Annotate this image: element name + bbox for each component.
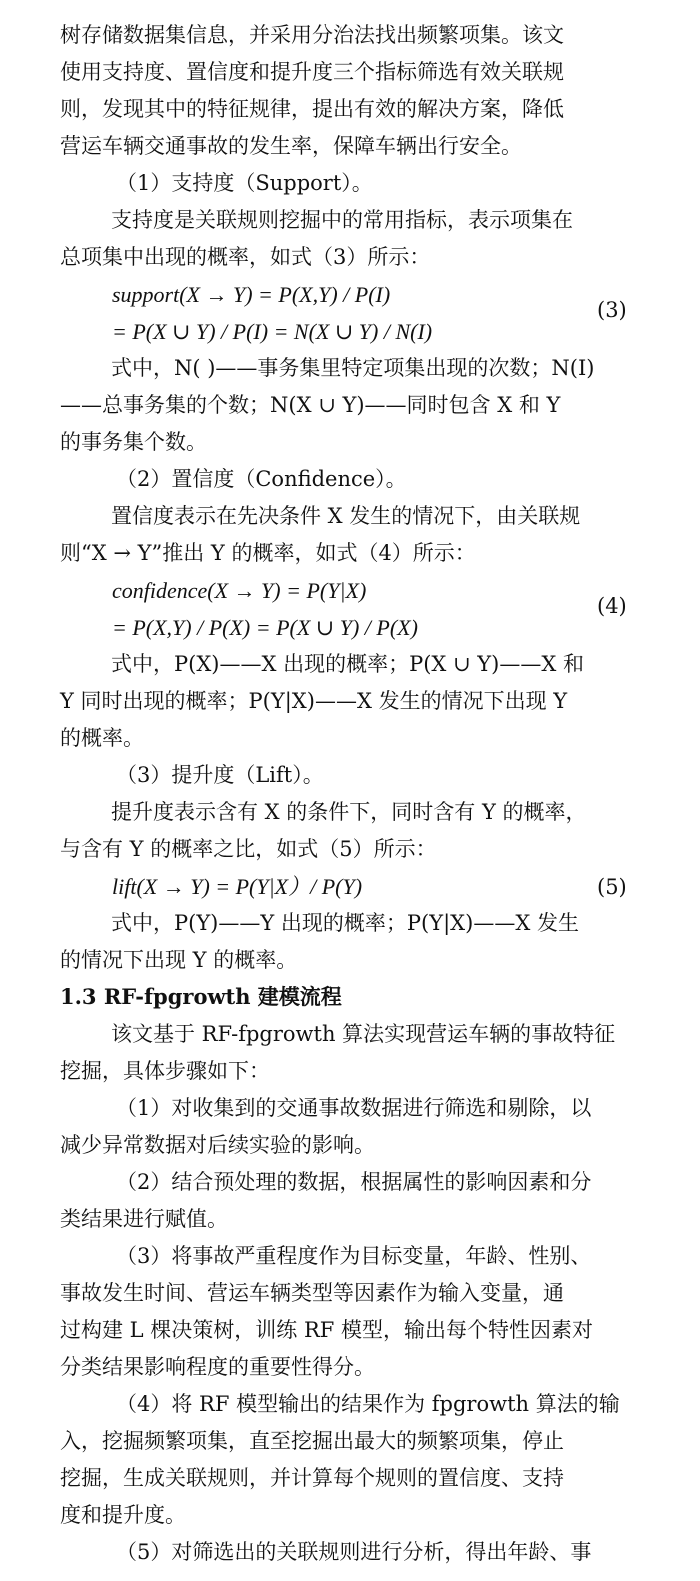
step-line: 入，挖掘频繁项集，直至挖掘出最大的频繁项集，停止 xyxy=(60,1429,564,1453)
support-formula-line: support(X → Y) = P(X,Y) / P(I) xyxy=(112,282,391,307)
step-line: 事故发生时间、营运车辆类型等因素作为输入变量，通 xyxy=(60,1281,564,1305)
confidence-formula-line: confidence(X → Y) = P(Y|X) xyxy=(112,578,367,603)
support-note-line: ——总事务集的个数；N(X ∪ Y)——同时包含 X 和 Y xyxy=(60,393,561,417)
confidence-note-line: Y 同时出现的概率；P(Y|X)——X 发生的情况下出现 Y xyxy=(60,689,568,713)
intro-line: 营运车辆交通事故的发生率，保障车辆出行安全。 xyxy=(60,134,522,158)
confidence-formula-line: = P(X,Y) / P(X) = P(X ∪ Y) / P(X) xyxy=(112,615,418,640)
section-heading: 1.3 RF-fpgrowth 建模流程 xyxy=(60,984,342,1009)
step-line: （4）将 RF 模型输出的结果作为 fpgrowth 算法的输 xyxy=(116,1392,620,1416)
support-desc-line: 支持度是关联规则挖掘中的常用指标，表示项集在 xyxy=(111,208,573,232)
step-line: （1）对收集到的交通事故数据进行筛选和剔除，以 xyxy=(116,1096,592,1120)
support-note-line: 的事务集个数。 xyxy=(60,430,207,454)
intro-line: 树存储数据集信息，并采用分治法找出频繁项集。该文 xyxy=(60,23,564,47)
equation-number: (5) xyxy=(597,875,627,899)
step-line: 类结果进行赋值。 xyxy=(60,1207,228,1231)
lift-formula-line: lift(X → Y) = P(Y|X）/ P(Y) xyxy=(112,874,363,899)
lift-note-line: 的情况下出现 Y 的概率。 xyxy=(60,948,298,972)
confidence-note-line: 的概率。 xyxy=(60,726,144,750)
equation-number: (4) xyxy=(597,594,627,618)
step-line: （5）对筛选出的关联规则进行分析，得出年龄、事 xyxy=(116,1540,592,1564)
lift-desc-line: 提升度表示含有 X 的条件下，同时含有 Y 的概率， xyxy=(111,800,587,824)
support-formula-line: = P(X ∪ Y) / P(I) = N(X ∪ Y) / N(I) xyxy=(112,319,433,344)
confidence-desc-line: 则“X → Y”推出 Y 的概率，如式（4）所示： xyxy=(60,541,476,565)
confidence-note-line: 式中，P(X)——X 出现的概率；P(X ∪ Y)——X 和 xyxy=(111,652,584,676)
step-line: 挖掘，生成关联规则，并计算每个规则的置信度、支持 xyxy=(60,1466,564,1490)
support-title: （1）支持度（Support）。 xyxy=(116,171,373,195)
lift-note-line: 式中，P(Y)——Y 出现的概率；P(Y|X)——X 发生 xyxy=(111,911,579,935)
support-note-line: 式中，N( )——事务集里特定项集出现的次数；N(I) xyxy=(111,356,595,380)
intro-line: 使用支持度、置信度和提升度三个指标筛选有效关联规 xyxy=(60,60,564,84)
lift-title: （3）提升度（Lift）。 xyxy=(116,763,324,787)
step-line: （2）结合预处理的数据，根据属性的影响因素和分 xyxy=(116,1170,592,1194)
step-line: 过构建 L 棵决策树，训练 RF 模型，输出每个特性因素对 xyxy=(60,1318,594,1342)
step-line: 度和提升度。 xyxy=(60,1503,186,1527)
equation-number: (3) xyxy=(597,298,627,322)
section-intro-line: 该文基于 RF-fpgrowth 算法实现营运车辆的事故特征 xyxy=(111,1022,616,1046)
confidence-desc-line: 置信度表示在先决条件 X 发生的情况下，由关联规 xyxy=(111,504,581,528)
intro-line: 则，发现其中的特征规律，提出有效的解决方案，降低 xyxy=(60,97,564,121)
section-intro-line: 挖掘，具体步骤如下： xyxy=(60,1059,270,1083)
confidence-title: （2）置信度（Confidence）。 xyxy=(116,467,407,491)
step-line: （3）将事故严重程度作为目标变量，年龄、性别、 xyxy=(116,1244,592,1268)
step-line: 减少异常数据对后续实验的影响。 xyxy=(60,1133,375,1157)
support-desc-line: 总项集中出现的概率，如式（3）所示： xyxy=(60,245,431,269)
lift-desc-line: 与含有 Y 的概率之比，如式（5）所示： xyxy=(60,837,437,861)
step-line: 分类结果影响程度的重要性得分。 xyxy=(60,1355,375,1379)
